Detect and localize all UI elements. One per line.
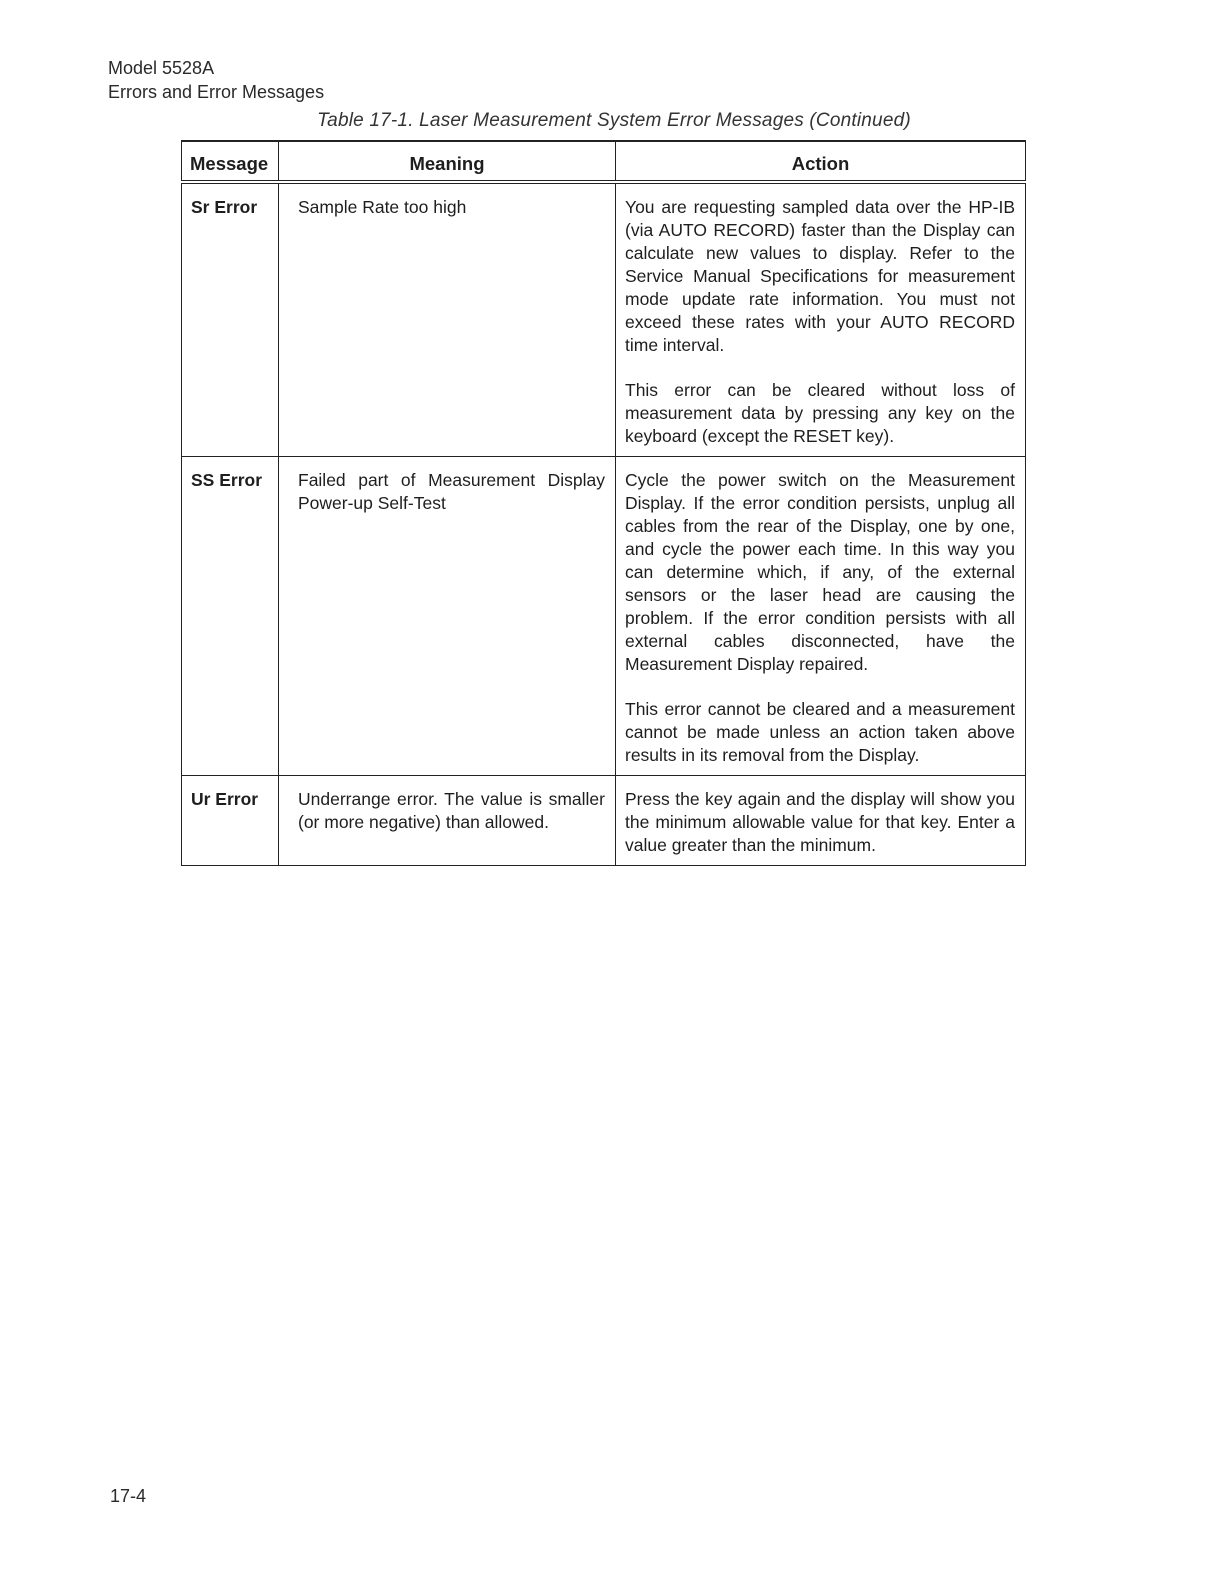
row-message: SS Error xyxy=(182,457,279,776)
table-row xyxy=(182,182,1026,457)
header-section: Errors and Error Messages xyxy=(108,82,325,102)
table-row xyxy=(182,776,1026,866)
row-action xyxy=(616,457,1026,776)
action-paragraph: This error cannot be cleared and a measurement cannot be made unless an action taken above results in its removal from the Display. xyxy=(625,699,1015,765)
row-action xyxy=(616,776,1026,866)
column-header-action: Action xyxy=(616,141,1026,182)
row-message: Ur Error xyxy=(182,776,279,866)
page-header xyxy=(108,56,324,104)
row-meaning: Sample Rate too high xyxy=(279,182,616,457)
table-row xyxy=(182,457,1026,776)
error-messages-table xyxy=(181,140,1026,866)
table-caption: Table 17-1. Laser Measurement System Error Messages (Continued) xyxy=(317,110,911,131)
row-action xyxy=(616,182,1026,457)
action-paragraph: This error can be cleared without loss of measurement data by pressing any key on the keyboard (except the RESET key). xyxy=(625,380,1015,446)
page-number: 17-4 xyxy=(110,1486,147,1506)
action-paragraph: Cycle the power switch on the Measurement Display. If the error condition persists, unplug all cables from the rear of the Display, one by one, and cycle the power each time. In this way you can determine which, if any, of the external sensors or the laser head are causing the problem. If the error condition persists with all external cables disconnected, have the Measurement Display repaired. xyxy=(625,470,1015,674)
header-model: Model 5528A xyxy=(108,58,215,78)
row-meaning: Failed part of Measurement Display Power-up Self-Test xyxy=(279,457,616,776)
column-header-meaning: Meaning xyxy=(279,141,616,182)
row-meaning: Underrange error. The value is smaller (or more negative) than allowed. xyxy=(279,776,616,866)
row-message: Sr Error xyxy=(182,182,279,457)
action-paragraph: Press the key again and the display will show you the minimum allowable value for that key. Enter a value greater than the minimum. xyxy=(625,789,1015,855)
column-header-message: Message xyxy=(182,141,279,182)
table-header-row xyxy=(182,141,1026,182)
action-paragraph: You are requesting sampled data over the HP-IB (via AUTO RECORD) faster than the Display can calculate new values to display. Refer to the Service Manual Specifications for measurement mode update rate information. You must not exceed these rates with your AUTO RECORD time interval. xyxy=(625,197,1015,355)
